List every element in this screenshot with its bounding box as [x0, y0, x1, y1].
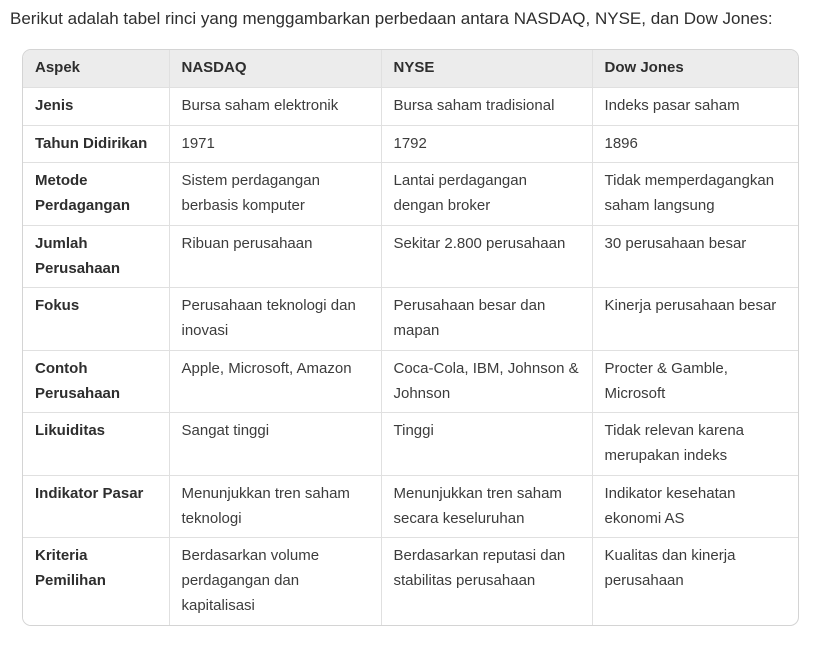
column-header-nyse: NYSE: [381, 50, 592, 87]
row-label: Jenis: [23, 87, 169, 125]
cell-nyse: Tinggi: [381, 413, 592, 476]
cell-nasdaq: Perusahaan teknologi dan inovasi: [169, 288, 381, 351]
cell-nyse: 1792: [381, 125, 592, 163]
cell-nasdaq: Sistem perdagangan berbasis komputer: [169, 163, 381, 226]
column-header-nasdaq: NASDAQ: [169, 50, 381, 87]
column-header-dow-jones: Dow Jones: [592, 50, 798, 87]
row-label: Metode Perdagangan: [23, 163, 169, 226]
row-label: Indikator Pasar: [23, 475, 169, 538]
cell-nyse: Menunjukkan tren saham secara keseluruhan: [381, 475, 592, 538]
column-header-aspek: Aspek: [23, 50, 169, 87]
cell-nasdaq: Ribuan perusahaan: [169, 225, 381, 288]
cell-nasdaq: Sangat tinggi: [169, 413, 381, 476]
table-row: [23, 225, 798, 288]
cell-nyse: Berdasarkan reputasi dan stabilitas perusahaan: [381, 538, 592, 625]
cell-dow-jones: Kualitas dan kinerja perusahaan: [592, 538, 798, 625]
cell-dow-jones: Indeks pasar saham: [592, 87, 798, 125]
table-row: [23, 538, 798, 625]
cell-nasdaq: Berdasarkan volume perdagangan dan kapitalisasi: [169, 538, 381, 625]
table-row: [23, 350, 798, 413]
table-row: [23, 163, 798, 226]
row-label: Fokus: [23, 288, 169, 351]
table-row: [23, 413, 798, 476]
table-row: [23, 475, 798, 538]
cell-nyse: Lantai perdagangan dengan broker: [381, 163, 592, 226]
cell-nasdaq: Menunjukkan tren saham teknologi: [169, 475, 381, 538]
cell-dow-jones: 30 perusahaan besar: [592, 225, 798, 288]
cell-dow-jones: Procter & Gamble, Microsoft: [592, 350, 798, 413]
intro-text: Berikut adalah tabel rinci yang menggambarkan perbedaan antara NASDAQ, NYSE, dan Dow Jones:: [10, 9, 773, 28]
cell-nyse: Perusahaan besar dan mapan: [381, 288, 592, 351]
comparison-table-container: [22, 49, 799, 626]
comparison-table: [23, 50, 798, 625]
cell-nasdaq: Apple, Microsoft, Amazon: [169, 350, 381, 413]
cell-nyse: Coca-Cola, IBM, Johnson & Johnson: [381, 350, 592, 413]
table-header-row: [23, 50, 798, 87]
table-row: [23, 87, 798, 125]
table-row: [23, 125, 798, 163]
cell-dow-jones: Tidak relevan karena merupakan indeks: [592, 413, 798, 476]
cell-nyse: Sekitar 2.800 perusahaan: [381, 225, 592, 288]
chat-response-content: [0, 8, 819, 626]
cell-nasdaq: Bursa saham elektronik: [169, 87, 381, 125]
cell-dow-jones: Indikator kesehatan ekonomi AS: [592, 475, 798, 538]
row-label: Jumlah Perusahaan: [23, 225, 169, 288]
cell-dow-jones: 1896: [592, 125, 798, 163]
row-label: Contoh Perusahaan: [23, 350, 169, 413]
row-label: Kriteria Pemilihan: [23, 538, 169, 625]
cell-nyse: Bursa saham tradisional: [381, 87, 592, 125]
row-label: Tahun Didirikan: [23, 125, 169, 163]
cell-nasdaq: 1971: [169, 125, 381, 163]
row-label: Likuiditas: [23, 413, 169, 476]
cell-dow-jones: Tidak memperdagangkan saham langsung: [592, 163, 798, 226]
cell-dow-jones: Kinerja perusahaan besar: [592, 288, 798, 351]
table-row: [23, 288, 798, 351]
